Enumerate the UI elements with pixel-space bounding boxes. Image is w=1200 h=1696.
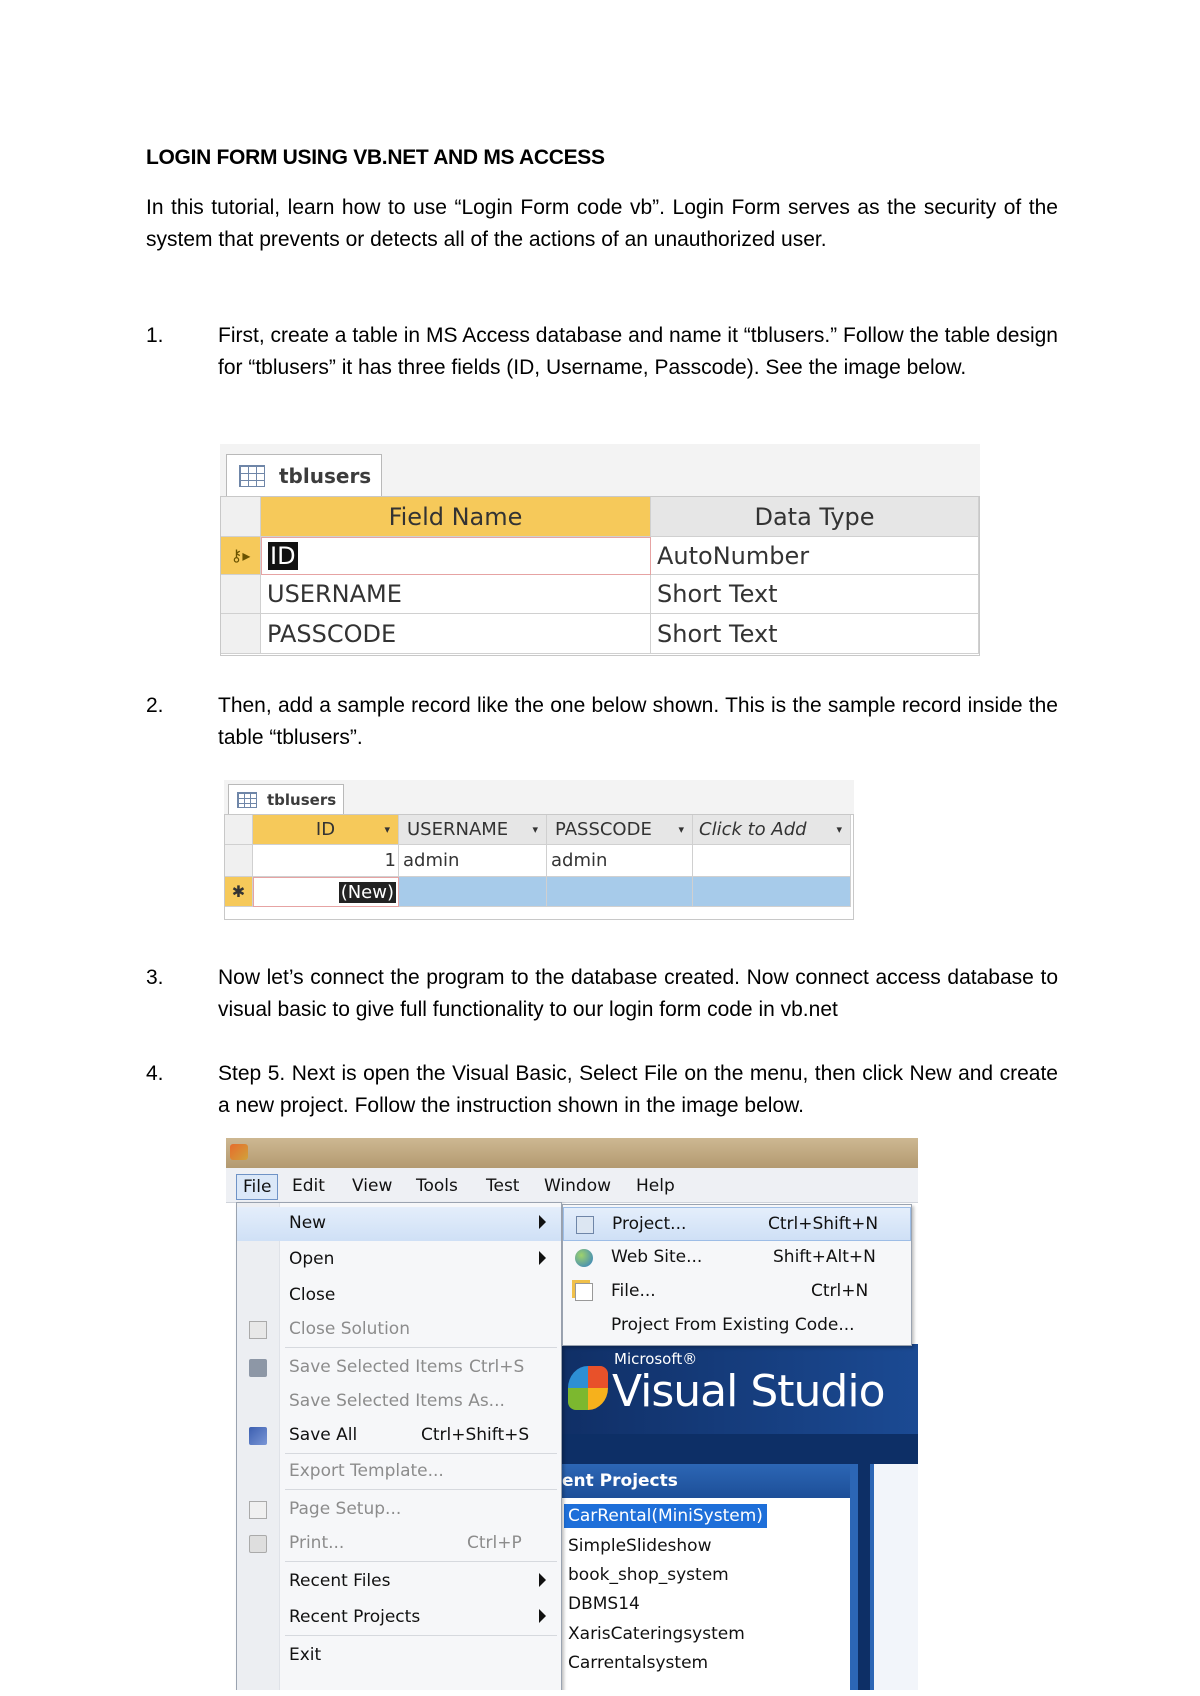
visual-studio-figure <box>226 1138 918 1690</box>
menu-window[interactable] <box>544 1174 611 1198</box>
submenu-arrow-icon <box>539 1609 546 1623</box>
recent-project-link[interactable] <box>564 1504 767 1528</box>
passcode-value: admin <box>551 850 608 871</box>
submenu-item-shortcut: Ctrl+Shift+N <box>768 1214 879 1234</box>
field-name-cell[interactable] <box>261 537 651 575</box>
menu-item-shortcut: Ctrl+Shift+S <box>421 1425 530 1445</box>
submenu-item-project[interactable] <box>563 1207 911 1241</box>
menu-item-open[interactable] <box>237 1243 561 1277</box>
table-icon <box>237 792 257 808</box>
dropdown-arrow-icon[interactable]: ▾ <box>532 823 538 836</box>
username-cell[interactable] <box>399 845 547 877</box>
menu-item-label: Export Template... <box>289 1461 444 1481</box>
datasheet-tab[interactable] <box>228 784 344 814</box>
step-number: 2. <box>146 694 164 717</box>
submenu-item-web-site[interactable] <box>563 1241 911 1275</box>
menu-separator <box>285 1347 557 1348</box>
menu-item-close[interactable] <box>237 1279 561 1313</box>
menu-item-label: Print... <box>289 1533 345 1553</box>
dropdown-arrow-icon[interactable]: ▾ <box>678 823 684 836</box>
menu-separator <box>285 1489 557 1490</box>
recent-project-link[interactable] <box>564 1592 644 1616</box>
step-text: Step 5. Next is open the Visual Basic, Select File on the menu, then click New and create a new project. Follow the instruction shown in the image below. <box>218 1062 1058 1117</box>
field-name-value: PASSCODE <box>267 619 397 648</box>
page-setup-icon <box>249 1501 267 1519</box>
document-title: LOGIN FORM USING VB.NET AND MS ACCESS <box>146 146 605 169</box>
col-header-username[interactable] <box>399 815 547 845</box>
row-selector-header <box>225 815 253 845</box>
menu-item-save-selected[interactable] <box>237 1351 561 1385</box>
field-name-value: ID <box>270 542 296 570</box>
new-label: (New) <box>340 881 394 903</box>
menu-window-label: Window <box>544 1176 612 1196</box>
menu-tools[interactable] <box>416 1174 458 1198</box>
datasheet-tab-label: tblusers <box>267 790 337 809</box>
table-icon <box>239 465 265 487</box>
data-type-value: Short Text <box>657 619 778 648</box>
data-type-cell[interactable] <box>651 575 979 614</box>
vs-banner <box>560 1344 918 1434</box>
menu-separator <box>285 1635 557 1636</box>
col-header-username-label: USERNAME <box>407 819 509 840</box>
menu-item-print[interactable] <box>237 1527 561 1561</box>
submenu-arrow-icon <box>539 1215 546 1229</box>
menu-item-label: Save All <box>289 1425 358 1445</box>
field-name-value: USERNAME <box>267 580 402 608</box>
menu-item-label: Recent Files <box>289 1571 391 1591</box>
menu-item-label: Recent Projects <box>289 1607 421 1627</box>
submenu-item-label: Project... <box>612 1214 687 1234</box>
col-header-id-label: ID <box>315 819 336 840</box>
print-icon <box>249 1535 267 1553</box>
menu-item-new[interactable] <box>237 1207 561 1241</box>
menu-item-save-all[interactable] <box>237 1419 561 1453</box>
header-data-type[interactable] <box>651 497 979 537</box>
recent-project-label: Carrentalsystem <box>568 1653 709 1673</box>
col-header-passcode-label: PASSCODE <box>555 819 652 840</box>
new-row-cell[interactable] <box>693 877 851 907</box>
passcode-cell[interactable] <box>547 845 693 877</box>
recent-project-link[interactable] <box>564 1622 749 1646</box>
datasheet-grid <box>224 814 854 920</box>
col-header-passcode[interactable] <box>547 815 693 845</box>
username-value: admin <box>403 850 460 871</box>
submenu-item-shortcut: Ctrl+N <box>811 1281 869 1301</box>
recent-project-label: CarRental(MiniSystem) <box>568 1506 763 1526</box>
save-all-icon <box>249 1427 267 1445</box>
recent-project-label: SimpleSlideshow <box>568 1536 712 1556</box>
menu-item-export-template[interactable] <box>237 1455 561 1489</box>
brand-large: Visual Studio <box>612 1366 885 1417</box>
step-text: Now let’s connect the program to the database created. Now connect access database to visual basic to give full functionality to our login form code in vb.net <box>218 966 1058 1021</box>
empty-cell[interactable] <box>693 845 851 877</box>
menu-edit-label: Edit <box>292 1176 325 1196</box>
header-data-type-label: Data Type <box>754 502 875 531</box>
dropdown-arrow-icon[interactable]: ▾ <box>384 823 390 836</box>
new-record-icon: ✱ <box>231 882 246 901</box>
col-header-id[interactable] <box>253 815 399 845</box>
submenu-item-existing-code[interactable] <box>563 1309 911 1343</box>
step-number: 1. <box>146 324 164 347</box>
menu-item-label: Page Setup... <box>289 1499 402 1519</box>
submenu-item-label: File... <box>611 1281 656 1301</box>
data-type-value: Short Text <box>657 580 778 608</box>
header-field-name[interactable] <box>261 497 651 537</box>
recent-project-label: book_shop_system <box>568 1565 729 1585</box>
row-selector-header <box>221 497 261 537</box>
row-selector[interactable] <box>221 614 261 654</box>
menu-item-label: Save Selected Items <box>289 1357 463 1377</box>
panel-right <box>870 1464 918 1690</box>
submenu-arrow-icon <box>539 1573 546 1587</box>
menu-item-label: Close Solution <box>289 1319 410 1339</box>
design-view-figure <box>220 444 980 656</box>
menu-item-close-solution[interactable] <box>237 1313 561 1347</box>
new-submenu <box>562 1204 912 1346</box>
intro-paragraph: In this tutorial, learn how to use “Login Form code vb”. Login Form serves as the security of the system that prevents or detects all of the actions of an unauthorized user. <box>146 196 1058 251</box>
recent-project-link[interactable] <box>564 1563 733 1587</box>
new-project-icon <box>576 1216 594 1234</box>
data-type-cell[interactable] <box>651 614 979 654</box>
vs-flag-icon <box>568 1366 608 1410</box>
menu-view[interactable] <box>352 1174 392 1198</box>
col-header-click-to-add-label: Click to Add <box>699 819 807 840</box>
menu-file[interactable] <box>236 1174 278 1200</box>
recent-project-link[interactable] <box>564 1534 715 1558</box>
menu-item-label: Open <box>289 1249 335 1269</box>
row-selector-key[interactable] <box>221 537 261 575</box>
new-id-cell[interactable] <box>253 877 399 907</box>
menu-item-shortcut: Ctrl+P <box>467 1533 522 1553</box>
file-menu <box>236 1202 562 1690</box>
design-grid <box>220 496 980 656</box>
menu-item-label: Close <box>289 1285 336 1305</box>
submenu-item-shortcut: Shift+Alt+N <box>773 1247 876 1267</box>
new-row-selector[interactable] <box>225 877 253 907</box>
row-selector[interactable] <box>221 575 261 614</box>
row-selector[interactable] <box>225 845 253 877</box>
recent-project-label: XarisCateringsystem <box>568 1624 745 1644</box>
menu-item-label: Save Selected Items As... <box>289 1391 505 1411</box>
field-name-cell[interactable] <box>261 575 651 614</box>
menu-test-label: Test <box>486 1176 520 1196</box>
web-site-icon <box>575 1249 593 1267</box>
menu-item-label: Exit <box>289 1645 322 1665</box>
design-tab-label: tblusers <box>279 463 372 488</box>
data-type-cell[interactable] <box>651 537 979 575</box>
menu-item-save-selected-as[interactable] <box>237 1385 561 1419</box>
menu-separator <box>285 1561 557 1562</box>
panel-divider <box>850 1464 858 1690</box>
step-text: Then, add a sample record like the one below shown. This is the sample record inside the table “tblusers”. <box>218 694 1058 749</box>
step-number: 3. <box>146 966 164 989</box>
submenu-arrow-icon <box>539 1251 546 1265</box>
menu-item-exit[interactable] <box>237 1639 561 1673</box>
dropdown-arrow-icon[interactable]: ▾ <box>836 823 842 836</box>
menu-item-recent-projects[interactable] <box>237 1601 561 1635</box>
submenu-item-file[interactable] <box>563 1275 911 1309</box>
field-name-cell[interactable] <box>261 614 651 654</box>
step-text: First, create a table in MS Access database and name it “tblusers.” Follow the table design for “tblusers” it has three fields (ID, Username, Passcode). See the image below. <box>218 324 1058 379</box>
save-icon <box>249 1359 267 1377</box>
submenu-item-label: Web Site... <box>611 1247 703 1267</box>
menu-help[interactable] <box>636 1174 675 1198</box>
step-number: 4. <box>146 1062 164 1085</box>
id-cell[interactable] <box>253 845 399 877</box>
recent-project-link[interactable] <box>564 1651 712 1675</box>
header-field-name-label: Field Name <box>388 502 523 531</box>
datasheet-figure <box>224 780 854 920</box>
design-tab[interactable] <box>226 454 382 496</box>
menu-item-page-setup[interactable] <box>237 1493 561 1527</box>
recent-projects-header <box>560 1464 850 1498</box>
menu-item-recent-files[interactable] <box>237 1565 561 1599</box>
menu-item-label: New <box>289 1213 327 1233</box>
close-solution-icon <box>249 1321 267 1339</box>
new-row-cell[interactable] <box>547 877 693 907</box>
recent-projects-header-label: ent Projects <box>562 1471 678 1491</box>
menu-tools-label: Tools <box>416 1176 458 1196</box>
menu-test[interactable] <box>486 1174 519 1198</box>
submenu-item-label: Project From Existing Code... <box>611 1315 855 1335</box>
col-header-click-to-add[interactable] <box>693 815 851 845</box>
menu-view-label: View <box>352 1176 393 1196</box>
brand-small: Microsoft® <box>614 1350 698 1368</box>
recent-project-label: DBMS14 <box>568 1594 640 1614</box>
new-row-cell[interactable] <box>399 877 547 907</box>
data-type-value: AutoNumber <box>657 541 810 570</box>
menu-item-shortcut: Ctrl+S <box>469 1357 525 1377</box>
window-titlebar <box>226 1138 918 1168</box>
primary-key-icon: ⚷▸ <box>230 546 251 565</box>
id-value: 1 <box>384 850 396 871</box>
vs-logo-icon <box>230 1144 248 1160</box>
menu-file-label: File <box>243 1177 272 1197</box>
menu-separator <box>285 1453 557 1454</box>
menu-help-label: Help <box>636 1176 675 1196</box>
recent-projects-list <box>560 1498 850 1690</box>
menu-edit[interactable] <box>292 1174 325 1198</box>
new-file-icon <box>575 1283 593 1301</box>
